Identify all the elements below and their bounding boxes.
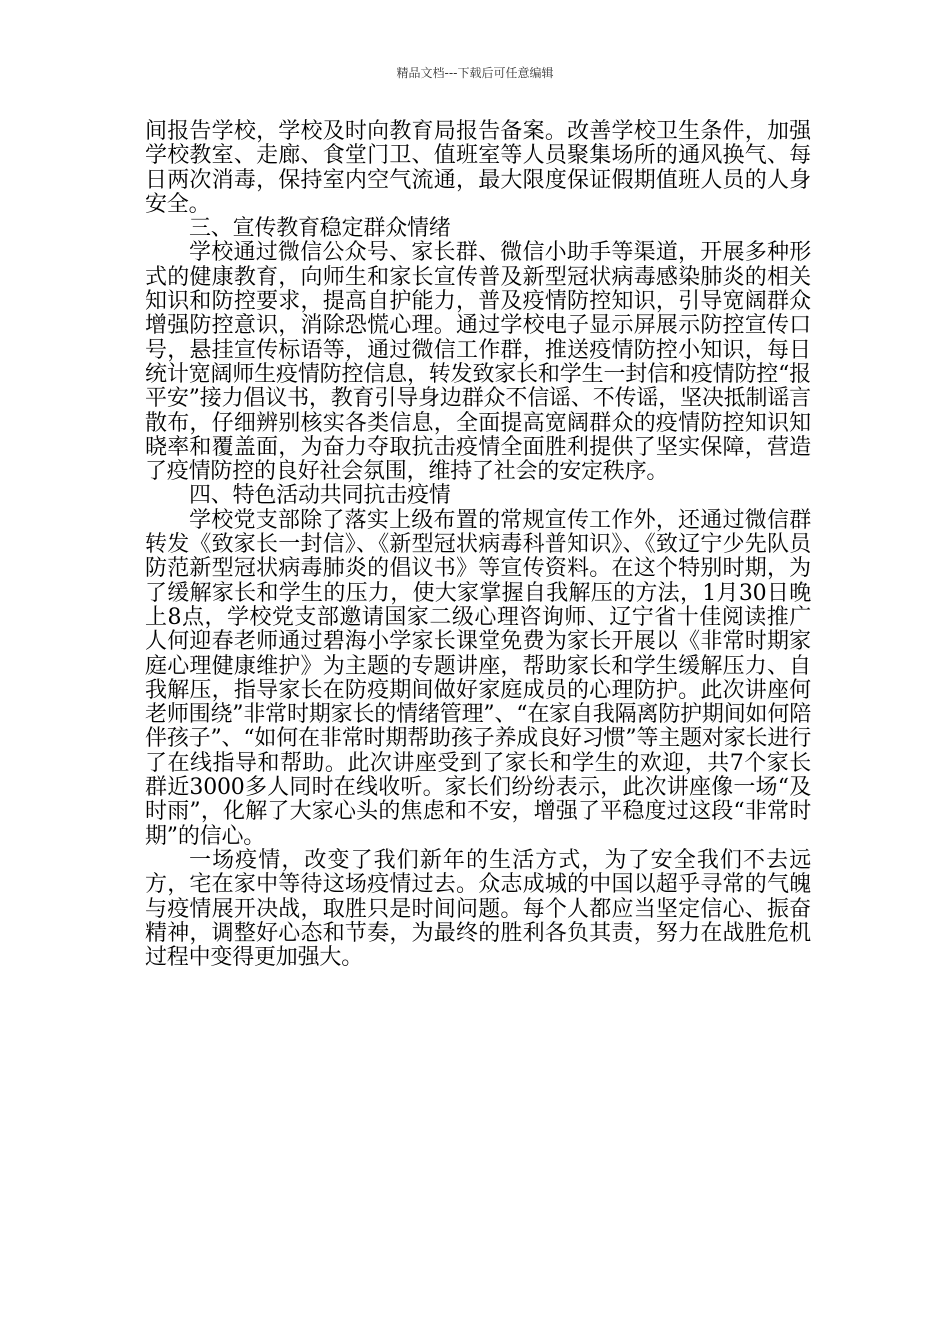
paragraph-ventilation: 间报告学校，学校及时向教育局报告备案。改善学校卫生条件，加强学校教室、走廊、食堂门卫、值班室等人员聚集场所的通风换气、每日两次消毒，保持室内空气流通，最大限度保证假期值班人员的人身安全。 [145, 119, 811, 217]
section-heading-4: 四、特色活动共同抗击疫情 [189, 483, 451, 509]
document-body [145, 120, 811, 970]
paragraph-publicity: 学校通过微信公众号、家长群、微信小助手等渠道，开展多种形式的健康教育，向师生和家长宣传普及新型冠状病毒感染肺炎的相关知识和防控要求，提高自护能力，普及疫情防控知识，引导宽阔群众增强防控意识，消除恐慌心理。通过学校电子显示屏展示防控宣传口号，悬挂宣传标语等，通过微信工作群，推送疫情防控小知识，每日统计宽阔师生疫情防控信息，转发致家长和学生一封信和疫情防控“报平安”接力倡议书，教育引导身边群众不信谣、不传谣，坚决抵制谣言散布，仔细辨别核实各类信息，全面提高宽阔群众的疫情防控知识知晓率和覆盖面，为奋力夺取抗击疫情全面胜利提供了坚实保障，营造了疫情防控的良好社会氛围，维持了社会的安定秩序。 [145, 240, 811, 485]
page-header: 精品文档---下载后可任意编辑 [396, 66, 554, 80]
paragraph-conclusion: 一场疫情，改变了我们新年的生活方式，为了安全我们不去远方，宅在家中等待这场疫情过去。众志成城的中国以超乎寻常的气魄与疫情展开决战，取胜只是时间问题。每个人都应当坚定信心、振奋精神，调整好心态和节奏，为最终的胜利各负其责，努力在战胜危机过程中变得更加强大。 [145, 847, 811, 971]
section-heading-3: 三、宣传教育稳定群众情绪 [189, 216, 451, 242]
paragraph-activities: 学校党支部除了落实上级布置的常规宣传工作外，还通过微信群转发《致家长一封信》、《新型冠状病毒科普知识》、《致辽宁少先队员防范新型冠状病毒肺炎的倡议书》等宣传资料。在这个特别时期，为了缓解家长和学生的压力，使大家掌握自我解压的方法，1月30日晚上8点，学校党支部邀请国家二级心理咨询师、辽宁省十佳阅读推广人何迎春老师通过碧海小学家长课堂免费为家长开展以《非常时期家庭心理健康维护》为主题的专题讲座，帮助家长和学生缓解压力、自我解压，指导家长在防疫期间做好家庭成员的心理防护。此次讲座何老师围绕”非常时期家长的情绪管理”、“在家自我隔离防护期间如何陪伴孩子”、“如何在非常时期帮助孩子养成良好习惯”等主题对家长进行了在线指导和帮助。此次讲座受到了家长和学生的欢迎，共7个家长群近3000多人同时在线收听。家长们纷纷表示，此次讲座像一场“及时雨”，化解了大家心头的焦虑和不安，增强了平稳度过这段“非常时期”的信心。 [145, 507, 811, 849]
